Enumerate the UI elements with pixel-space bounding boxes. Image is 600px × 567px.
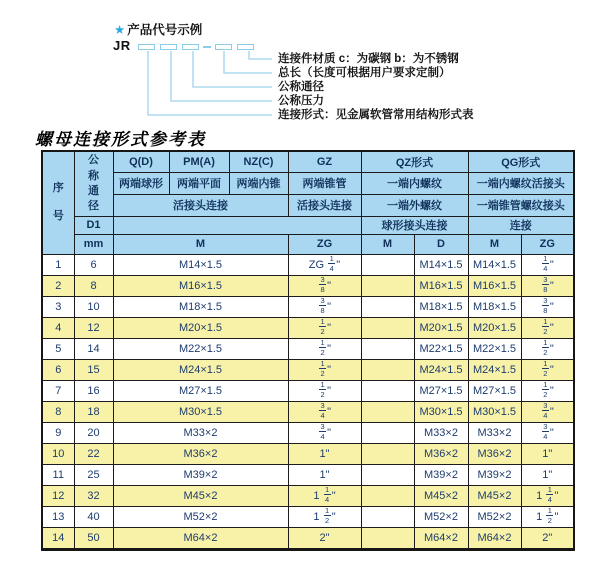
fraction: $\frac{1}{4}$ [329,254,334,273]
header-q-d-sub: 两端球形 [113,172,169,194]
cell-qz-d: M39×2 [414,464,468,485]
header-nz-c-sub: 两端内锥 [229,172,288,194]
cell-m: M18×1.5 [113,296,288,317]
table-row [42,275,574,296]
table-row [42,506,574,527]
cell-qz-m [361,506,414,527]
cell-qg-zg: $\frac{1}{4}$ " [521,254,574,275]
cell-gz-zg: $\frac{3}{8}$ " [288,296,361,317]
cell-m: M30×1.5 [113,401,288,422]
cell-qg-zg: $\frac{3}{4}$ " [521,401,574,422]
fraction: $\frac{1}{4}$ [543,254,548,273]
table-row [42,422,574,443]
cell-qg-zg: 1 $\frac{1}{4}$ " [521,485,574,506]
cell-qz-m [361,359,414,380]
diagram-label-diameter: 公称通径 [278,81,324,93]
cell-gz-zg: $\frac{1}{2}$ " [288,359,361,380]
cell-qg-zg: 2" [521,527,574,549]
cell-no: 7 [42,380,74,401]
cell-qz-d: M36×2 [414,443,468,464]
diagram-title-text: 产品代号示例 [127,23,203,37]
cell-qz-m [361,380,414,401]
cell-qg-m: M27×1.5 [468,380,521,401]
cell-qg-zg: $\frac{3}{8}$ " [521,296,574,317]
header-q-d: Q(D) [113,151,169,172]
cell-qz-d: M16×1.5 [414,275,468,296]
cell-gz-zg: $\frac{3}{4}$ " [288,422,361,443]
cell-m: M24×1.5 [113,359,288,380]
star-icon: ★ [114,23,126,37]
cell-qz-d: M52×2 [414,506,468,527]
diagram-label-connection: 连接形式：见金属软管常用结构形式表 [278,109,474,121]
cell-qz-d: M64×2 [414,527,468,549]
cell-gz-zg: 1 $\frac{1}{2}$ " [288,506,361,527]
cell-m: M45×2 [113,485,288,506]
table-header [42,151,574,254]
table-row [42,380,574,401]
cell-no: 14 [42,527,74,549]
cell-qz-m [361,275,414,296]
cell-qz-d: M14×1.5 [414,254,468,275]
header-union-connection: 活接头连接 [113,194,288,216]
header-nz-c: NZ(C) [229,151,288,172]
header-nominal-diameter-text: 公称通径 [88,154,99,212]
cell-gz-zg: 1" [288,443,361,464]
cell-gz-zg: $\frac{1}{2}$ " [288,380,361,401]
cell-dn: 12 [74,317,113,338]
cell-gz-zg: 2" [288,527,361,549]
cell-gz-zg: $\frac{1}{2}$ " [288,338,361,359]
header-qz-d: D [414,234,468,254]
cell-qg-m: M18×1.5 [468,296,521,317]
cell-no: 8 [42,401,74,422]
cell-qz-d: M30×1.5 [414,401,468,422]
cell-dn: 16 [74,380,113,401]
cell-qg-zg: $\frac{1}{2}$ " [521,338,574,359]
header-index [42,151,74,254]
header-m: M [113,234,288,254]
header-d1: D1 [74,216,113,234]
header-pm-a-sub: 两端平面 [169,172,229,194]
fraction: $\frac{1}{2}$ [543,317,548,336]
cell-qg-m: M39×2 [468,464,521,485]
cell-m: M27×1.5 [113,380,288,401]
table-row [42,359,574,380]
header-blank [113,216,361,234]
fraction: $\frac{1}{2}$ [320,317,325,336]
table-row [42,296,574,317]
cell-dn: 32 [74,485,113,506]
cell-qz-d: M45×2 [414,485,468,506]
fraction: $\frac{3}{8}$ [543,296,548,315]
cell-m: M52×2 [113,506,288,527]
fraction: $\frac{3}{8}$ [320,275,325,294]
fraction: $\frac{3}{4}$ [320,401,325,420]
fraction: $\frac{1}{4}$ [325,485,330,504]
cell-no: 10 [42,443,74,464]
code-prefix: JR [113,38,131,53]
cell-qg-zg: 1 $\frac{1}{2}$ " [521,506,574,527]
fraction: $\frac{3}{8}$ [543,275,548,294]
fraction: $\frac{1}{2}$ [547,506,552,525]
cell-dn: 8 [74,275,113,296]
cell-qg-m: M16×1.5 [468,275,521,296]
cell-no: 5 [42,338,74,359]
cell-m: M20×1.5 [113,317,288,338]
table-row [42,254,574,275]
header-qg-form: QG形式 [468,151,574,172]
header-qg-m: M [468,234,521,254]
header-qg-zg: ZG [521,234,574,254]
fraction: $\frac{3}{4}$ [543,422,548,441]
table-row [42,338,574,359]
cell-dn: 40 [74,506,113,527]
header-qg-sub1: 一端内螺纹活接头 [468,172,574,194]
cell-m: M39×2 [113,464,288,485]
cell-gz-zg: $\frac{1}{2}$ " [288,317,361,338]
header-nominal-diameter [74,151,113,216]
cell-qz-m [361,254,414,275]
cell-qz-d: M22×1.5 [414,338,468,359]
cell-qz-d: M18×1.5 [414,296,468,317]
cell-qg-m: M64×2 [468,527,521,549]
cell-qg-m: M30×1.5 [468,401,521,422]
table-title: 螺母连接形式参考表 [35,130,206,150]
diagram-label-material: 连接件材质 c：为碳钢 b：为不锈钢 [278,53,459,65]
cell-qz-d: M27×1.5 [414,380,468,401]
cell-qz-m [361,401,414,422]
cell-qz-d: M33×2 [414,422,468,443]
cell-gz-zg: 1" [288,464,361,485]
cell-m: M36×2 [113,443,288,464]
cell-gz-zg: $\frac{3}{8}$ " [288,275,361,296]
fraction: $\frac{3}{4}$ [543,401,548,420]
cell-dn: 25 [74,464,113,485]
cell-qz-m [361,527,414,549]
cell-qz-m [361,485,414,506]
cell-dn: 22 [74,443,113,464]
header-qg-sub2: 一端锥管螺纹接头 [468,194,574,216]
cell-qg-zg: $\frac{1}{2}$ " [521,317,574,338]
header-gz: GZ [288,151,361,172]
cell-qz-m [361,296,414,317]
diagram-label-length: 总长（长度可根据用户要求定制） [278,67,451,79]
table-row [42,317,574,338]
cell-dn: 18 [74,401,113,422]
cell-qz-d: M24×1.5 [414,359,468,380]
nut-connection-reference-table [41,150,575,551]
cell-dn: 50 [74,527,113,549]
cell-qg-zg: $\frac{1}{2}$ " [521,359,574,380]
cell-qg-m: M45×2 [468,485,521,506]
header-qz-m: M [361,234,414,254]
cell-no: 12 [42,485,74,506]
cell-m: M33×2 [113,422,288,443]
header-pm-a: PM(A) [169,151,229,172]
header-qz-sub1: 一端内螺纹 [361,172,468,194]
fraction: $\frac{3}{8}$ [320,296,325,315]
cell-qg-zg: $\frac{3}{8}$ " [521,275,574,296]
header-index-text: 序号 [52,182,64,222]
fraction: $\frac{1}{2}$ [320,338,325,357]
cell-no: 13 [42,506,74,527]
cell-qz-m [361,443,414,464]
table-row [42,464,574,485]
table-body [42,254,574,549]
cell-qg-m: M24×1.5 [468,359,521,380]
cell-dn: 6 [74,254,113,275]
cell-qg-zg: $\frac{3}{4}$ " [521,422,574,443]
cell-no: 11 [42,464,74,485]
cell-qz-m [361,317,414,338]
cell-no: 1 [42,254,74,275]
cell-m: M64×2 [113,527,288,549]
cell-m: M14×1.5 [113,254,288,275]
cell-dn: 20 [74,422,113,443]
table-row [42,443,574,464]
cell-no: 2 [42,275,74,296]
header-zg: ZG [288,234,361,254]
diagram-label-pressure: 公称压力 [278,95,324,107]
cell-gz-zg: 1 $\frac{1}{4}$ " [288,485,361,506]
fraction: $\frac{1}{2}$ [325,506,330,525]
cell-dn: 14 [74,338,113,359]
cell-dn: 10 [74,296,113,317]
table-row [42,527,574,549]
cell-qg-m: M22×1.5 [468,338,521,359]
header-qz-sub2: 一端外螺纹 [361,194,468,216]
cell-m: M22×1.5 [113,338,288,359]
fraction: $\frac{1}{2}$ [543,338,548,357]
cell-gz-zg: ZG $\frac{1}{4}$ " [288,254,361,275]
fraction: $\frac{1}{2}$ [543,380,548,399]
cell-qg-m: M20×1.5 [468,317,521,338]
fraction: $\frac{1}{2}$ [543,359,548,378]
cell-gz-zg: $\frac{3}{4}$ " [288,401,361,422]
cell-qz-m [361,338,414,359]
cell-no: 6 [42,359,74,380]
cell-qz-d: M20×1.5 [414,317,468,338]
cell-no: 4 [42,317,74,338]
cell-no: 3 [42,296,74,317]
cell-qg-m: M52×2 [468,506,521,527]
cell-qz-m [361,422,414,443]
fraction: $\frac{3}{4}$ [320,422,325,441]
header-qz-form: QZ形式 [361,151,468,172]
fraction: $\frac{1}{2}$ [320,380,325,399]
header-qz-sub3: 球形接头连接 [361,216,468,234]
cell-m: M16×1.5 [113,275,288,296]
fraction: $\frac{1}{4}$ [547,485,552,504]
cell-qg-m: M33×2 [468,422,521,443]
header-qg-sub3: 连接 [468,216,574,234]
cell-qz-m [361,464,414,485]
cell-qg-m: M36×2 [468,443,521,464]
header-gz-connection: 活接头连接 [288,194,361,216]
cell-qg-zg: 1" [521,443,574,464]
table-row [42,401,574,422]
cell-no: 9 [42,422,74,443]
cell-qg-zg: $\frac{1}{2}$ " [521,380,574,401]
cell-dn: 15 [74,359,113,380]
header-gz-sub: 两端锥管 [288,172,361,194]
header-mm: mm [74,234,113,254]
table-row [42,485,574,506]
cell-qg-zg: 1" [521,464,574,485]
cell-qg-m: M14×1.5 [468,254,521,275]
fraction: $\frac{1}{2}$ [320,359,325,378]
